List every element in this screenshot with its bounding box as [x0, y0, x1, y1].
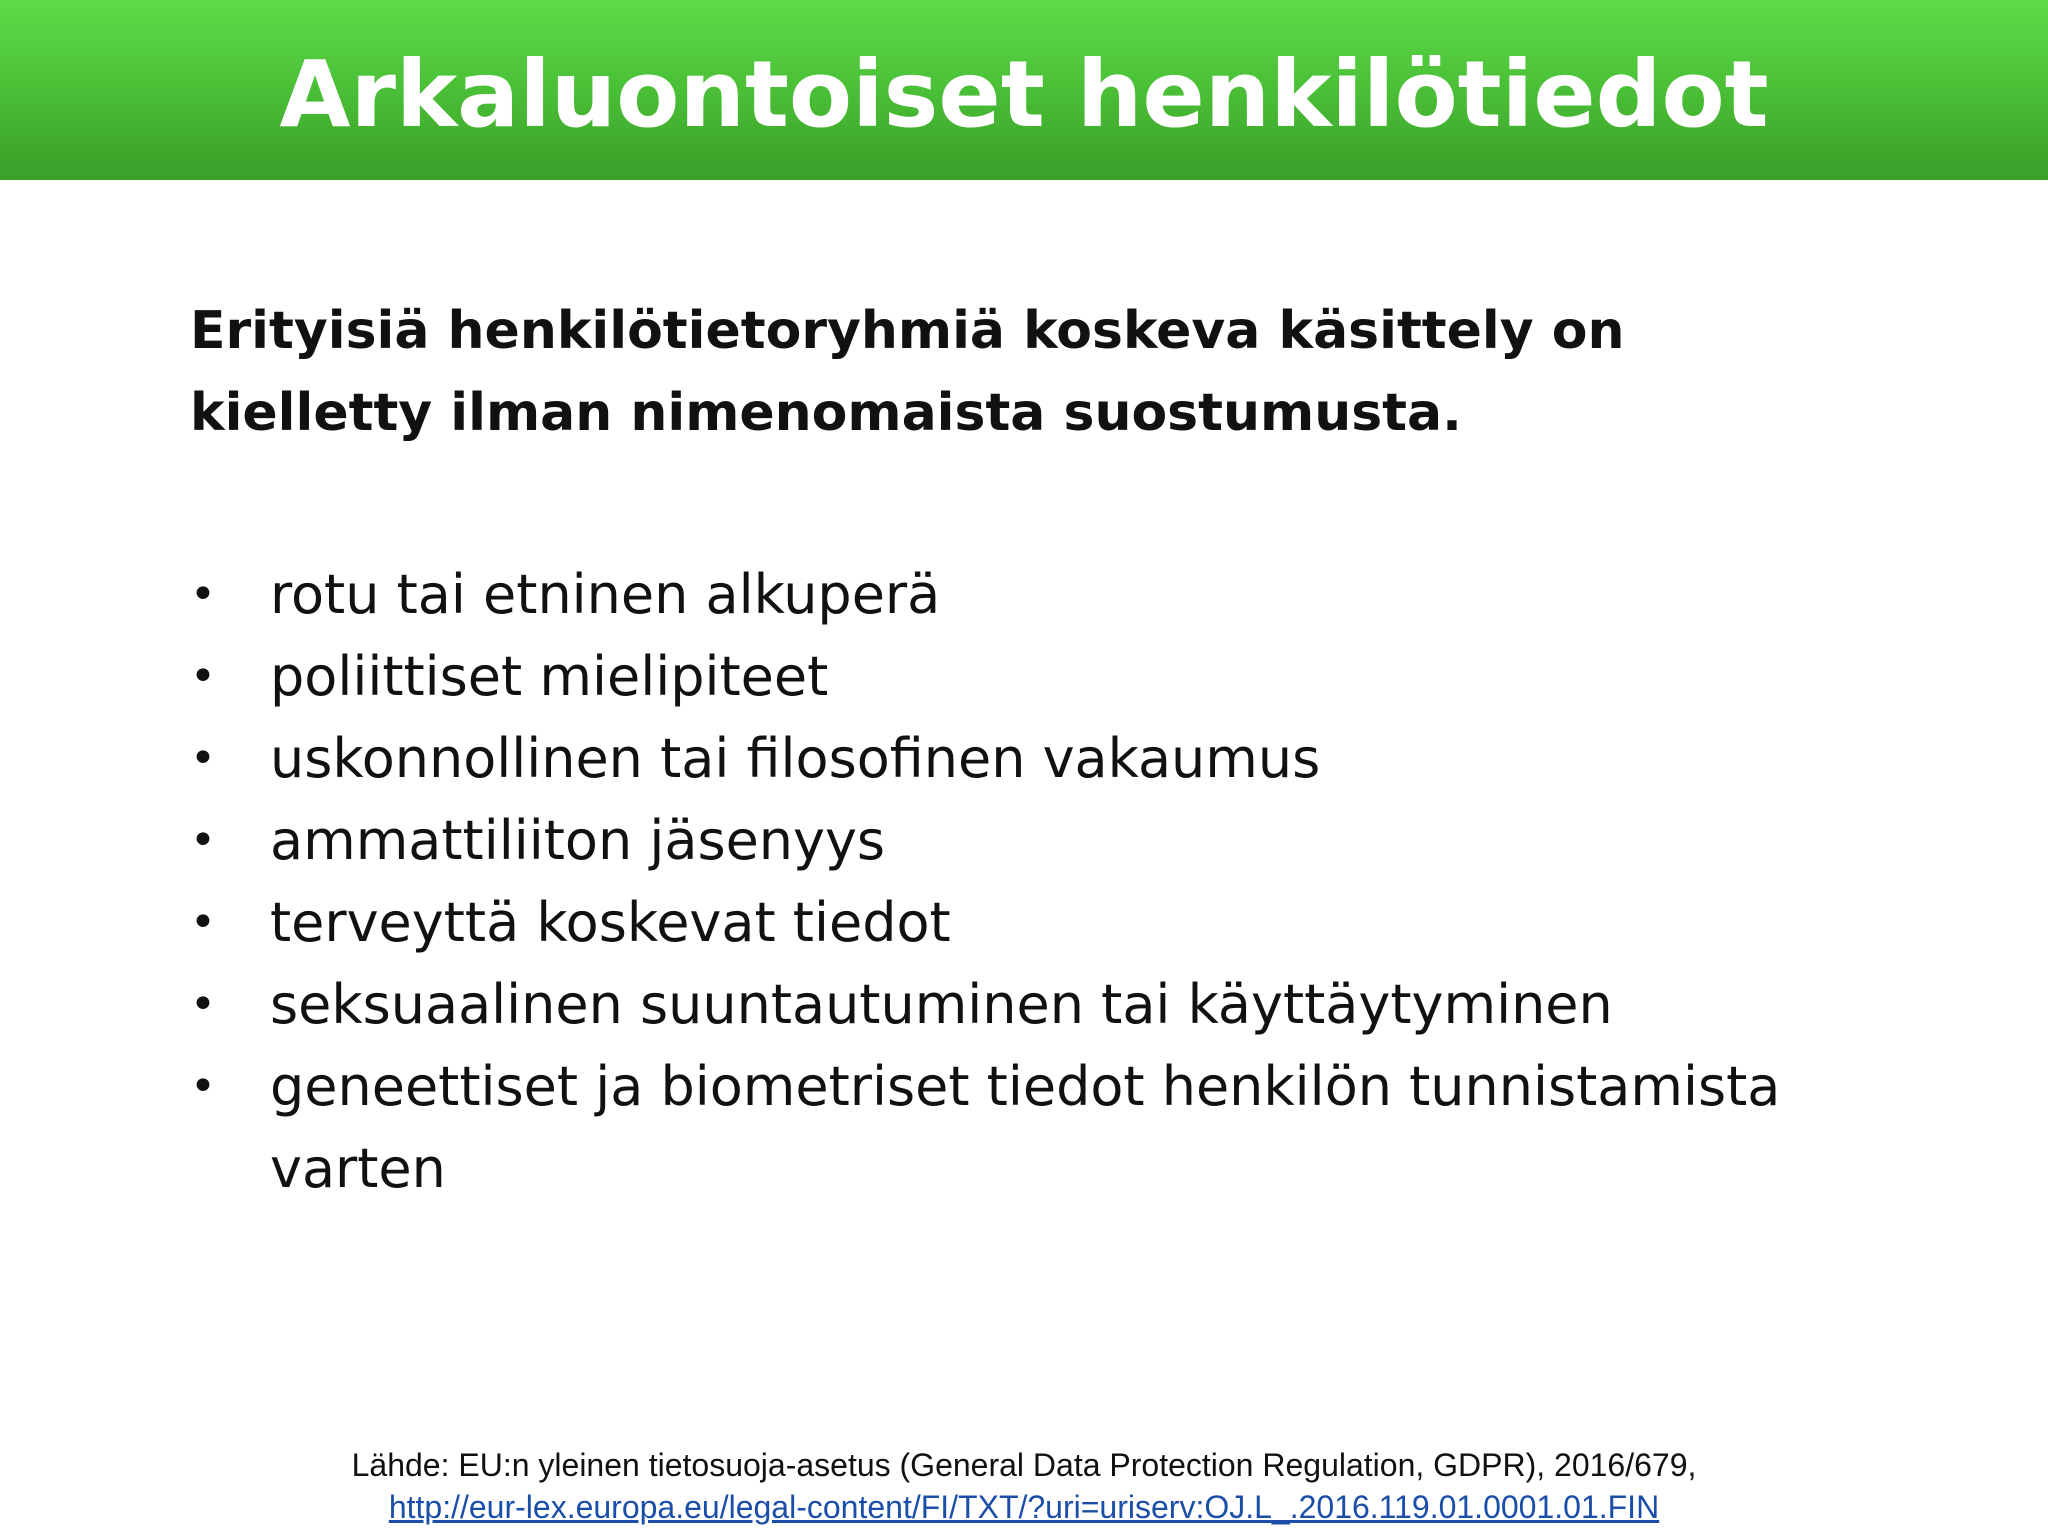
list-item-text: geneettiset ja biometriset tiedot henkilön tunnistamista varten: [270, 1055, 1781, 1200]
list-item: [190, 636, 1910, 718]
list-item: [190, 554, 1910, 636]
bullet-icon: •: [190, 651, 216, 702]
list-item-text: rotu tai etninen alkuperä: [270, 563, 941, 626]
source-text: Lähde: EU:n yleinen tietosuoja-asetus (General Data Protection Regulation, GDPR), 2016/679,: [351, 1447, 1697, 1483]
bullet-icon: •: [190, 569, 216, 620]
list-item-text: seksuaalinen suuntautuminen tai käyttäytyminen: [270, 973, 1613, 1036]
bullet-icon: •: [190, 979, 216, 1030]
list-item-text: poliittiset mielipiteet: [270, 645, 829, 708]
source-link[interactable]: http://eur-lex.europa.eu/legal-content/FI/TXT/?uri=uriserv:OJ.L_.2016.119.01.0001.01.FIN: [388, 1489, 1660, 1525]
title-bar: [0, 0, 2048, 180]
source-citation: [0, 1444, 2048, 1528]
bullet-icon: •: [190, 733, 216, 784]
bullet-icon: •: [190, 897, 216, 948]
slide-content: [190, 290, 1910, 1210]
list-item-text: terveyttä koskevat tiedot: [270, 891, 951, 954]
bullet-icon: •: [190, 1061, 216, 1112]
bullet-icon: •: [190, 815, 216, 866]
list-item-text: uskonnollinen tai filosofinen vakaumus: [270, 727, 1321, 790]
list-item: [190, 964, 1910, 1046]
list-item: [190, 882, 1910, 964]
list-item-text: ammattiliiton jäsenyys: [270, 809, 886, 872]
list-item: [190, 1046, 1910, 1210]
bullet-list: [190, 554, 1910, 1210]
list-item: [190, 800, 1910, 882]
list-item: [190, 718, 1910, 800]
lead-statement: Erityisiä henkilötietoryhmiä koskeva käsittely on kielletty ilman nimenomaista suostumusta.: [190, 301, 1625, 443]
slide-title: Arkaluontoiset henkilötiedot: [279, 40, 1769, 148]
